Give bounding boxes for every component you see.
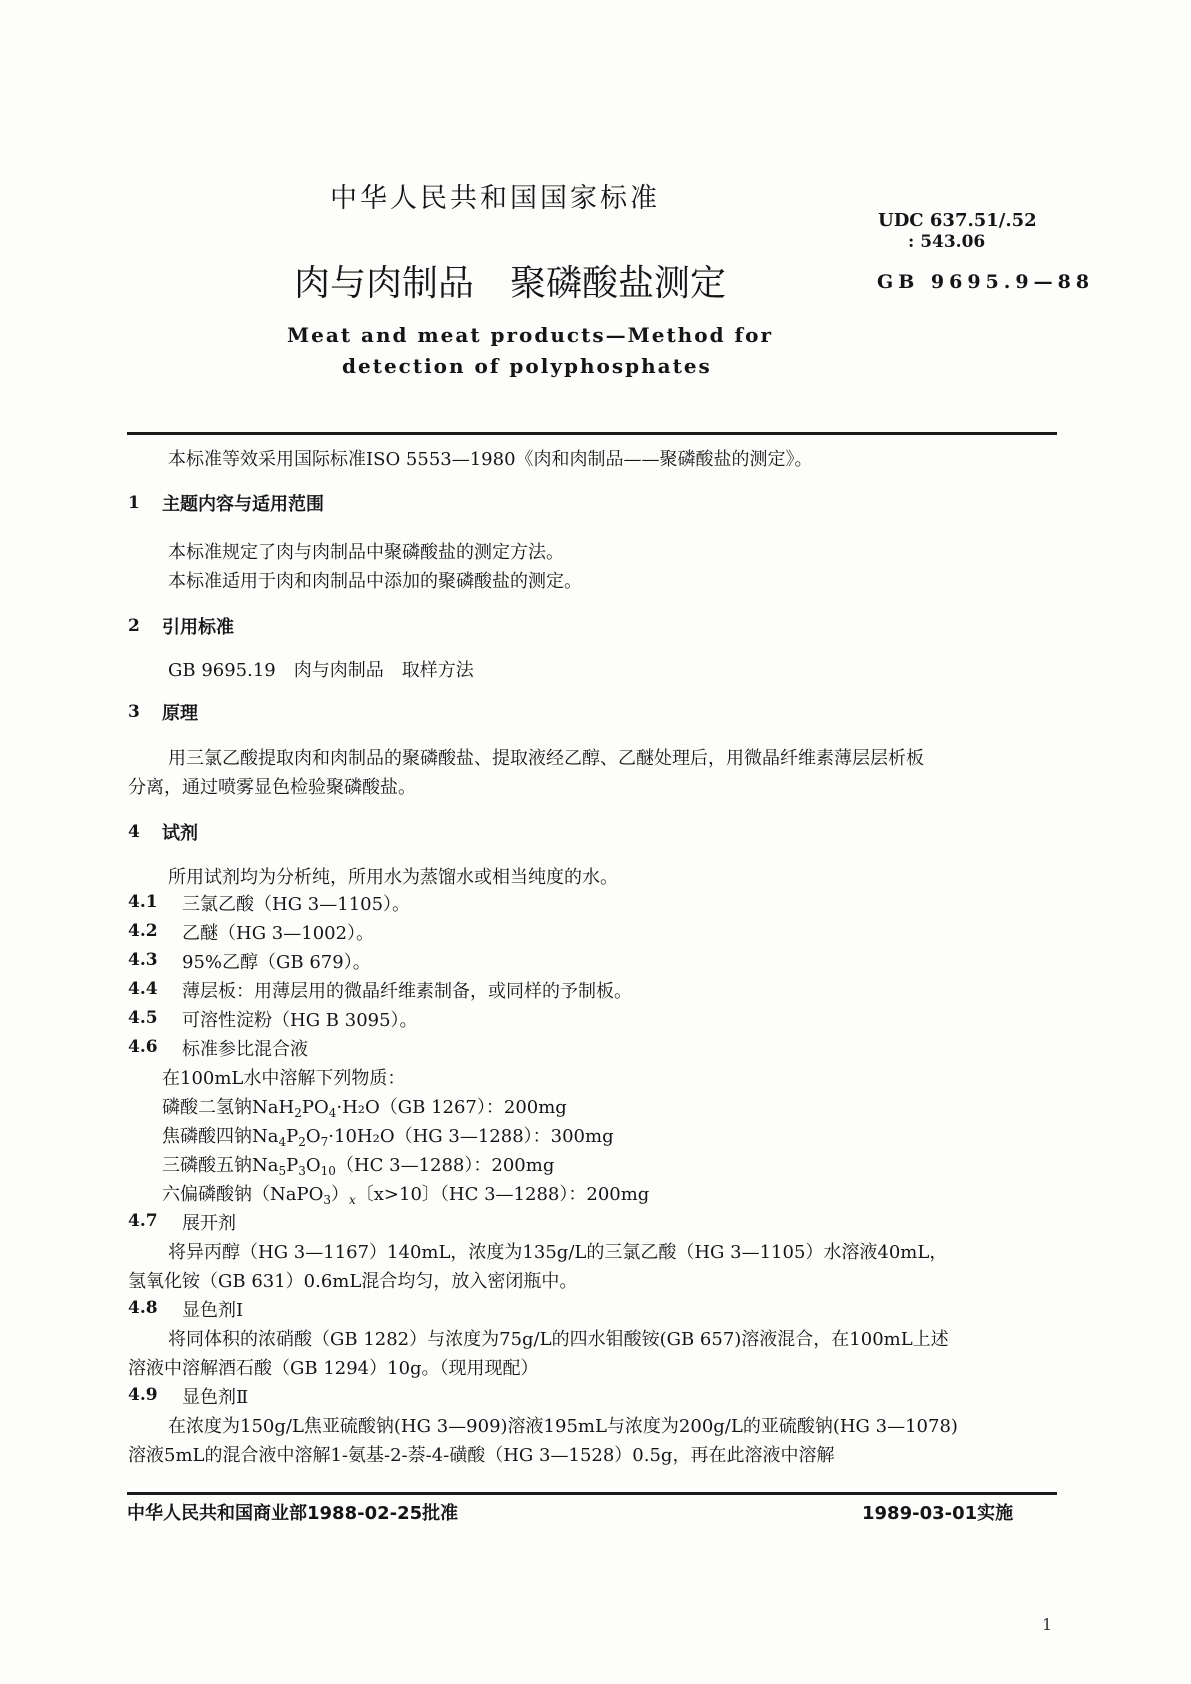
section-1-number: 1	[128, 493, 140, 513]
item-4-5-text: 可溶性淀粉（HG B 3095）。	[182, 1010, 418, 1031]
item-4-2-number: 4.2	[128, 921, 158, 941]
item-4-7-para-2: 氢氧化铵（GB 631）0.6mL混合均匀，放入密闭瓶中。	[128, 1271, 578, 1292]
item-4-5-number: 4.5	[128, 1008, 158, 1028]
header-divider	[127, 432, 1057, 435]
item-4-9-para-2: 溶液5mL的混合液中溶解1-氨基-2-萘-4-磺酸（HG 3—1528）0.5g，再在此溶液中溶解	[128, 1445, 835, 1466]
item-4-3-text: 95%乙醇（GB 679）。	[182, 952, 371, 973]
item-4-6-line-1: 在100mL水中溶解下列物质：	[162, 1068, 406, 1089]
udc-code-line1: UDC 637.51/.52	[878, 210, 1037, 231]
section-1-para-1: 本标准规定了肉与肉制品中聚磷酸盐的测定方法。	[168, 542, 564, 563]
item-4-9-para-1: 在浓度为150g/L焦亚硫酸钠(HG 3—909)溶液195mL与浓度为200g/L的亚硫酸钠(HG 3—1078)	[168, 1416, 958, 1437]
section-1-para-2: 本标准适用于肉和肉制品中添加的聚磷酸盐的测定。	[168, 571, 582, 592]
item-4-7-text: 展开剂	[182, 1213, 236, 1234]
item-4-7-para-1: 将异丙醇（HG 3—1167）140mL，浓度为135g/L的三氯乙酸（HG 3—1105）水溶液40mL，	[168, 1242, 948, 1263]
item-4-3-number: 4.3	[128, 950, 158, 970]
item-4-7-number: 4.7	[128, 1211, 158, 1231]
section-4-title: 试剂	[162, 823, 198, 844]
standard-heading: 中华人民共和国国家标准	[330, 183, 660, 214]
gb-standard-code: GB 9695.9—88	[877, 271, 1095, 293]
item-4-6-number: 4.6	[128, 1037, 158, 1057]
title-chinese: 肉与肉制品 聚磷酸盐测定	[294, 263, 727, 304]
udc-code-line2: : 543.06	[908, 232, 986, 252]
section-3-title: 原理	[162, 703, 198, 724]
item-4-4-number: 4.4	[128, 979, 158, 999]
item-4-8-text: 显色剂Ⅰ	[182, 1300, 244, 1321]
section-2-number: 2	[128, 616, 140, 636]
compound-sodium-hexametaphosphate: 六偏磷酸钠$(NaPO_3)_x$〔x>10〕（HC 3—1288）：200mg	[162, 1184, 650, 1207]
section-4-number: 4	[128, 822, 140, 842]
section-3-para-1: 用三氯乙酸提取肉和肉制品的聚磷酸盐、提取液经乙醇、乙醚处理后，用微晶纤维素薄层层析板	[168, 748, 924, 769]
item-4-8-para-1: 将同体积的浓硝酸（GB 1282）与浓度为75g/L的四水钼酸铵(GB 657)溶液混合，在100mL上述	[168, 1329, 949, 1350]
section-2-para-1: GB 9695.19 肉与肉制品 取样方法	[168, 660, 474, 681]
item-4-1-text: 三氯乙酸（HG 3—1105）。	[182, 894, 411, 915]
item-4-2-text: 乙醚（HG 3—1002）。	[182, 923, 375, 944]
item-4-1-number: 4.1	[128, 892, 158, 912]
item-4-9-number: 4.9	[128, 1385, 158, 1405]
section-2-title: 引用标准	[162, 617, 234, 638]
section-3-number: 3	[128, 702, 140, 722]
approval-note: 中华人民共和国商业部1988-02-25批准	[127, 1503, 459, 1524]
compound-pentasodium-triphosphate: 三磷酸五钠$Na_5P_3O_{10}(HC$ 3—1288）：200mg	[162, 1155, 555, 1178]
section-4-para-1: 所用试剂均为分析纯，所用水为蒸馏水或相当纯度的水。	[168, 867, 618, 888]
item-4-4-text: 薄层板：用薄层用的微晶纤维素制备，或同样的予制板。	[182, 981, 632, 1002]
compound-tetrasodium-pyrophosphate: 焦磷酸四钠$Na_4P_2O_7\cdot 10H_2O(HG$ 3—1288）：300mg	[162, 1126, 614, 1149]
title-english-line1: Meat and meat products—Method for	[287, 323, 773, 347]
compound-sodium-dihydrogen-phosphate: 磷酸二氢钠$NaH_2PO_4\cdot H_2O(GB$ 1267）：200mg	[162, 1097, 567, 1120]
page-number: 1	[1042, 1615, 1053, 1634]
section-1-title: 主题内容与适用范围	[162, 494, 324, 515]
section-3-para-2: 分离，通过喷雾显色检验聚磷酸盐。	[128, 777, 416, 798]
implementation-date: 1989-03-01实施	[862, 1503, 1014, 1524]
footer-divider	[127, 1492, 1057, 1495]
title-english-line2: detection of polyphosphates	[342, 354, 712, 378]
item-4-8-para-2: 溶液中溶解酒石酸（GB 1294）10g。（现用现配）	[128, 1358, 539, 1379]
item-4-8-number: 4.8	[128, 1298, 158, 1318]
item-4-9-text: 显色剂Ⅱ	[182, 1387, 249, 1408]
item-4-6-text: 标准参比混合液	[182, 1039, 308, 1060]
intro-paragraph: 本标准等效采用国际标准ISO 5553—1980《肉和肉制品——聚磷酸盐的测定》。	[168, 449, 813, 470]
